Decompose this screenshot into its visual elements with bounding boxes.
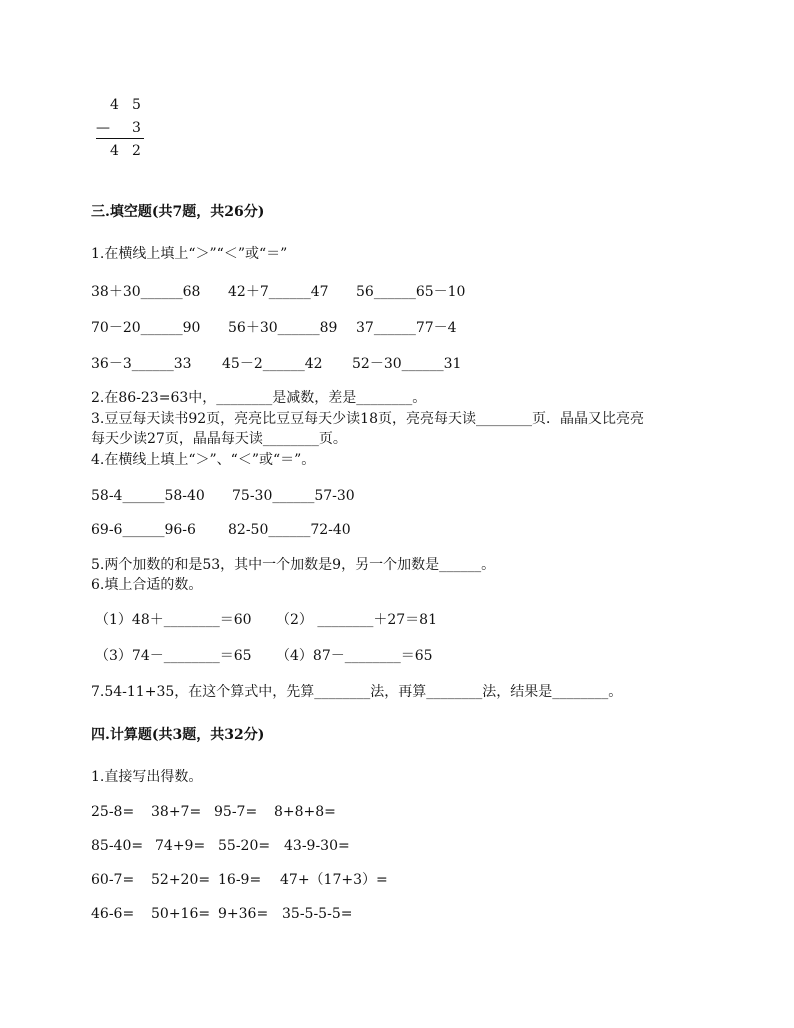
question-text: 1.在横线上填上“＞”“＜”或“＝”: [91, 246, 288, 262]
calc-item: 43-9-30=: [284, 838, 350, 854]
question-text: 2.在86-23=63中，________是减数，差是________。: [91, 390, 427, 406]
question-text: 5.两个加数的和是53，其中一个加数是9，另一个加数是______。: [91, 557, 496, 573]
compare-item: 75-30______57-30: [232, 488, 355, 504]
fill-item: （1）48＋________＝60: [95, 612, 252, 628]
compare-item: 69-6______96-6: [91, 522, 196, 538]
calc-item: 46-6=: [91, 906, 135, 922]
calc-item: 85-40=: [91, 838, 144, 854]
compare-item: 42＋7______47: [228, 284, 329, 300]
fill-item: （3）74－________＝65: [95, 648, 252, 664]
digit: 2: [132, 143, 141, 159]
compare-item: 37______77－4: [356, 320, 457, 336]
compare-item: 38＋30______68: [91, 284, 201, 300]
question-text: 每天少读27页，晶晶每天读________页。: [91, 431, 347, 447]
digit: 4: [110, 97, 119, 113]
calc-item: 74+9=: [155, 838, 206, 854]
question-text: 3.豆豆每天读书92页，亮亮比豆豆每天少读18页，亮亮每天读________页．晶晶又比亮亮: [91, 411, 644, 427]
question-text: 7.54-11+35，在这个算式中，先算________法，再算________法，结果是________。: [91, 684, 623, 700]
digit: 3: [132, 120, 141, 136]
compare-item: 82-50______72-40: [228, 522, 351, 538]
fill-item: （2） ________＋27＝81: [276, 612, 437, 628]
question-text: 4.在横线上填上“＞”、“＜”或“＝”。: [91, 452, 316, 468]
calc-item: 8+8+8=: [274, 804, 336, 820]
calc-item: 25-8=: [91, 804, 135, 820]
fill-item: （4）87－________＝65: [276, 648, 433, 664]
compare-item: 56＋30______89: [228, 320, 338, 336]
calc-item: 9+36=: [218, 906, 269, 922]
compare-item: 58-4______58-40: [91, 488, 205, 504]
compare-item: 70－20______90: [91, 320, 201, 336]
calc-item: 60-7=: [91, 872, 135, 888]
calc-item: 47+（17+3）=: [280, 872, 388, 888]
calc-item: 35-5-5-5=: [282, 906, 353, 922]
compare-item: 45－2______42: [222, 356, 323, 372]
minus-sign: —: [96, 120, 110, 136]
compare-item: 36－3______33: [91, 356, 192, 372]
calc-item: 38+7=: [151, 804, 202, 820]
compare-item: 56______65－10: [356, 284, 466, 300]
result-line: [96, 138, 144, 139]
calc-item: 55-20=: [218, 838, 271, 854]
section-title: 四.计算题(共3题，共32分): [91, 727, 265, 743]
calc-item: 52+20=: [151, 872, 211, 888]
question-text: 6.填上合适的数。: [91, 577, 203, 593]
digit: 5: [132, 97, 141, 113]
compare-item: 52－30______31: [352, 356, 462, 372]
section-title: 三.填空题(共7题，共26分): [91, 204, 265, 220]
calc-item: 95-7=: [214, 804, 258, 820]
calc-item: 16-9=: [218, 872, 262, 888]
calc-item: 50+16=: [151, 906, 211, 922]
question-text: 1.直接写出得数。: [91, 769, 203, 785]
digit: 4: [110, 143, 119, 159]
